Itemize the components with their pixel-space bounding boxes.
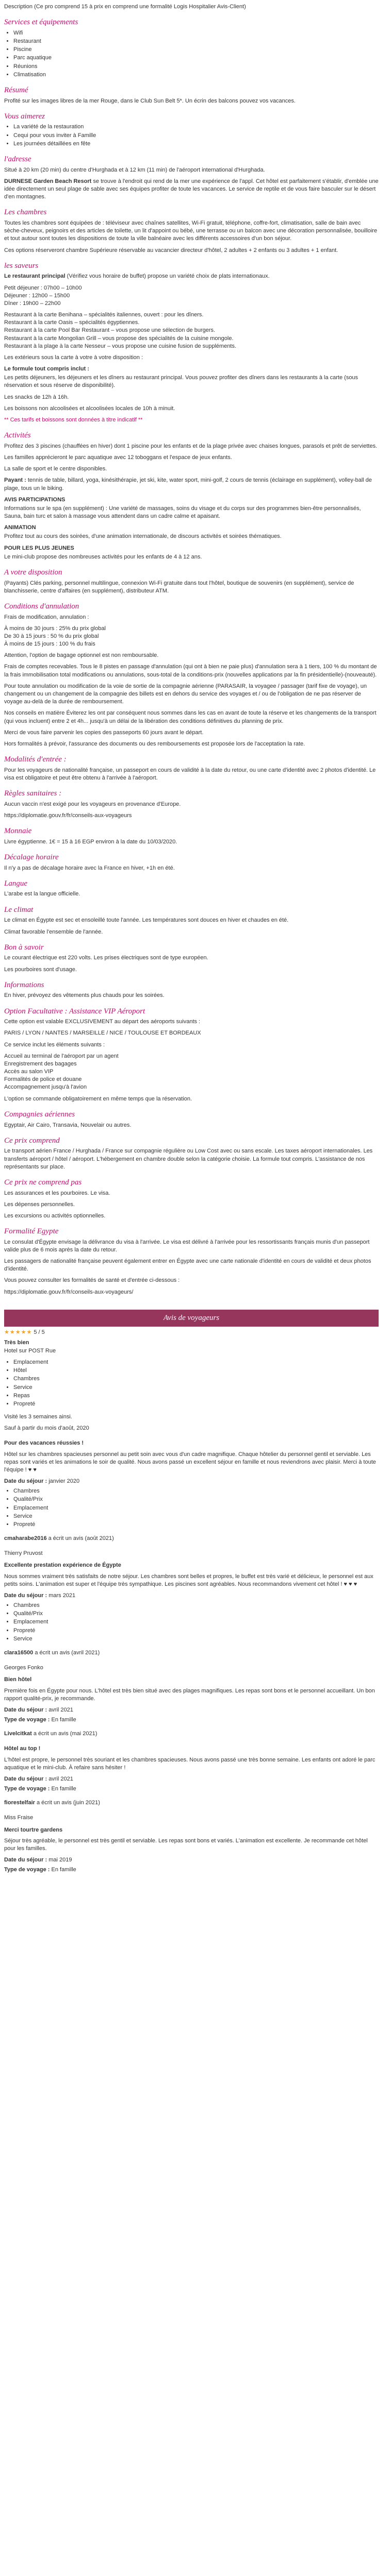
section-title-prix-comprend: Ce prix comprend [4, 1136, 60, 1145]
list-item: • Climatisation [13, 71, 379, 79]
review-title: Merci tourtre gardens [4, 1826, 63, 1833]
vip-item: Formalités de police et douane [4, 1076, 82, 1083]
review-date [4, 1592, 379, 1600]
animation-title: ANIMATION [4, 524, 36, 531]
review-card [4, 1745, 379, 1807]
section-title-informations: Informations [4, 980, 44, 989]
vip-item: Accueil au terminal de l'aéroport par un agent [4, 1053, 119, 1059]
star-rating-icon: ★★★★★ [4, 1329, 32, 1336]
formule-title: Le formule tout compris inclut : [4, 366, 90, 372]
restaurant-item: Restaurant à la carte Mongolian Grill – vous propose des spécialités de la cuisine mongole. [4, 335, 234, 342]
type-value: En famille [51, 1867, 76, 1873]
reviews-header: Avis de voyageurs [4, 1310, 379, 1327]
animation-text: Profitez tout au cours des soirées, d'une animation internationale, de discours activités et soirées thématiques. [4, 533, 282, 540]
section-title-vous-aimerez: Vous aimerez [4, 112, 45, 121]
reviewer-name: Thierry Pruvost [4, 1550, 43, 1557]
overall-rating [4, 1329, 379, 1336]
date-label: Date du séjour : [4, 1857, 47, 1863]
section-title-prix-ne-comprend: Ce prix ne comprend pas [4, 1178, 82, 1187]
vip-item: Accès au salon VIP [4, 1069, 54, 1075]
adresse-detail: se trouve à l'endroit qui rend de la mer une expérience de l'appl. Cet hôtel est parfaitement s'établir, d'emblée une idée directement un seul plage de sable avec ses équipes profiter de toute les vacances. Le service de reptile et de vous faire basculer sur le désert d'en montagnes. [4, 178, 379, 200]
review-title: Hôtel au top ! [4, 1745, 41, 1752]
adresse-text-2 [4, 178, 379, 201]
prix-ne-comprend-text-3: Les excursions ou activités optionnelles. [4, 1212, 106, 1219]
list-item: • Cequi pour vous inviter à Famille [13, 132, 379, 140]
kids-title: POUR LES PLUS JEUNES [4, 545, 74, 551]
disposition-text: (Payants) Clés parking, personnel multilingue, connexion Wi-Fi gratuite dans tout l'hôtel, boutique de souvenirs (en supplément), service de blanchisserie, centre d'affaires (en supplément), distributeur ATM. [4, 580, 354, 594]
passport-note-2: Hors formalités à prévoir, l'assurance des documents ou des remboursements est proposée lors de l'acceptation la rate. [4, 740, 305, 747]
section-title-resume: Résumé [4, 86, 28, 94]
kids-text: Le mini-club propose des nombreuses activités pour les enfants de 4 à 12 ans. [4, 553, 202, 560]
formule-note: ** Ces tarifs et boissons sont données à titre indicatif ** [4, 416, 143, 423]
feature-item: • Chambres [13, 1602, 379, 1609]
author-name[interactable]: cmaharabe2016 [4, 1535, 47, 1542]
section-title-bon-a-savoir: Bon à savoir [4, 943, 44, 952]
feature-item: • Hôtel [13, 1367, 379, 1375]
type-label: Type de voyage : [4, 1786, 50, 1792]
vip-item: Enregistrement des bagages [4, 1060, 77, 1067]
review-text: Première fois en Égypte pour nous. L'hôtel est très bien situé avec des plages magnifiques. Les repas sont bons et le personnel accueillant. Un bon rapport qualité-prix, je recommande. [4, 1687, 375, 1702]
restaurant-item: Restaurant à la carte Pool Bar Restaurant – vous propose une sélection de burgers. [4, 327, 216, 334]
review-title: Bien hôtel [4, 1676, 32, 1683]
annulation-text: Frais de modification, annulation : [4, 614, 89, 620]
feature-item: • Service [13, 1635, 379, 1643]
vip-item: Accompagnement jusqu'à l'avion [4, 1084, 87, 1091]
feature-item: • Propreté [13, 1627, 379, 1635]
date-label: Date du séjour : [4, 1478, 47, 1485]
annulation-detail-3: Nos conseils en matière Éviterez les ont par conséquent nous sommes dans les cas en avant de toute la réserve et les changements de la transport (qui vous incluent) entre 2 et 4h... jusqu'à un délai de la libération des conditions définitives du planning de prix. [4, 710, 377, 724]
meal-breakfast: Petit déjeuner : 07h00 – 10h00 [4, 284, 82, 291]
spa-text: Informations sur le spa (en supplément) : Une variété de massages, soins du visage et du corps sur des programmes bien-être personnalisés, Sauna, bain turc et salon à massage vous attendent dans un cadre calme et apaisant. [4, 505, 361, 520]
vip-airports: PARIS / LYON / NANTES / MARSEILLE / NICE / TOULOUSE ET BORDEAUX [4, 1030, 201, 1037]
author-meta: a écrit un avis (avril 2021) [35, 1649, 100, 1656]
review-features [4, 1602, 379, 1643]
formule-text: Les petits déjeuners, les déjeuners et les dîners au restaurant principal. Vous pouvez profiter des dîners dans les restaurants à la carte (sous réservation et sous réserve de disponibilité). [4, 375, 359, 389]
paid-activities: tennis de table, billard, yoga, kinésithérapie, jet ski, kite, water sport, mini-golf, 2 cours de tennis (éclairage en supplément), volley-ball de plage, tous un le biking. [4, 477, 372, 492]
decalage-text: Il n'y a pas de décalage horaire avec la France en hiver, +1h en été. [4, 865, 175, 871]
activites-paid [4, 477, 379, 492]
bon-a-savoir-text-2: Les pourboires sont d'usage. [4, 966, 77, 973]
section-title-services: Services et équipements [4, 18, 78, 27]
review-author [4, 1730, 379, 1738]
prix-ne-comprend-text-2: Les dépenses personnelles. [4, 1201, 75, 1208]
date-label: Date du séjour : [4, 1775, 47, 1782]
list-item: • Wifi [13, 29, 379, 37]
review-card [4, 1814, 379, 1874]
annulation-note: Attention, l'option de bagage optionnel est non remboursable. [4, 652, 159, 659]
review-type [4, 1785, 379, 1793]
feature-item: • Emplacement [13, 1359, 379, 1366]
list-item: • Les journées détaillées en fête [13, 140, 379, 148]
restaurants-list [4, 311, 379, 350]
list-item: • Restaurant [13, 38, 379, 45]
spa-title: AVIS PARTICIPATIONS [4, 496, 66, 503]
saveurs-text [4, 273, 379, 280]
date-label: Date du séjour : [4, 1592, 47, 1599]
services-list [4, 29, 379, 79]
annulation-detail-2: Pour toute annulation ou modification de la voie de sortie de la compagnie aérienne (PARASAIR, la voyagee / passager (tarif fixe de voyage), un changement ou un changement de la compagnie des billets est en dehors du service des voyages et / ou de l'obligation de ne pas réserver de voyage au-delà de la durée de remboursement. [4, 683, 367, 705]
type-value: En famille [51, 1717, 76, 1723]
section-title-chambres: Les chambres [4, 208, 47, 217]
restaurant-item: Restaurant à la plage à la carte Nesseur – vous propose une cuisine fusion de suppléments. [4, 343, 237, 349]
formule-text-3: Les boissons non alcoolisées et alcoolisées locales de 10h à minuit. [4, 405, 175, 412]
review-author [4, 1535, 379, 1543]
feature-item: • Propreté [13, 1521, 379, 1529]
chambres-text: Toutes les chambres sont équipées de : téléviseur avec chaînes satellites, Wi-Fi gratuit, téléphone, coffre-fort, climatisation, salle de bain avec sèche-cheveux, peignoirs et des articles de toilette, un lit d'appoint ou bébé, une terrasse ou un balcon avec une décoration personnalisée, bouilloire et tout autour sont toutes les dispositions de toute la ville balnéaire avec les différents accessoires d'un bon séjour. [4, 220, 378, 242]
restaurant-item: Restaurant à la carte Oasis – spécialités égyptiennes. [4, 319, 140, 326]
review-date [4, 1706, 379, 1714]
vip-note: L'option se commande obligatoirement en même temps que la réservation. [4, 1095, 192, 1102]
feature-item: • Service [13, 1513, 379, 1520]
vip-items [4, 1053, 379, 1092]
review-text: Hôtel sur les chambres spacieuses personnel au petit soin avec vous d'un cadre magnifique. Chaque hôtelier du personnel gentil et serviable. Les repas sont variés et les animations le soir de qualité. Nous avons passé un excellent séjour en famille et nous reviendrons avec plaisir. Merci à toute l'équipe ! ♥ ♥ [4, 1451, 376, 1473]
author-meta: a écrit un avis (mai 2021) [33, 1731, 97, 1737]
reviews-body [4, 1327, 379, 1874]
formule-text-2: Les snacks de 12h à 16h. [4, 394, 69, 400]
review-type [4, 1716, 379, 1724]
review-date [4, 1775, 379, 1783]
restaurant-principal-label: Le restaurant principal [4, 273, 66, 280]
activites-text-2: Les familles apprécieront le parc aquatique avec 12 toboggans et l'espace de jeux enfants. [4, 454, 232, 461]
meal-dinner: Dîner : 19h00 – 22h00 [4, 300, 61, 307]
date-value: avril 2021 [48, 1775, 73, 1782]
section-title-langue: Langue [4, 879, 27, 888]
feature-item: • Chambres [13, 1487, 379, 1495]
formalite-text: Le consulat d'Égypte envisage la délivrance du visa à l'arrivée. Le visa est délivré à l'arrivée pour les ressortissants français munis d'un passeport valide plus de 6 mois après la date du retour. [4, 1239, 370, 1253]
overall-features [4, 1359, 379, 1408]
type-label: Type de voyage : [4, 1717, 50, 1723]
review-date [4, 1478, 379, 1485]
sanitaires-text: Aucun vaccin n'est exigé pour les voyageurs en provenance d'Europe. [4, 801, 181, 807]
type-value: En famille [51, 1786, 76, 1792]
date-value: mars 2021 [48, 1592, 76, 1599]
date-value: mai 2019 [48, 1857, 72, 1863]
list-item: • Parc aquatique [13, 54, 379, 62]
author-name[interactable]: Livelcitkat [4, 1731, 32, 1737]
author-name[interactable]: fiorestelfair [4, 1800, 35, 1806]
adresse-text: Situé à 20 km (20 min) du centre d'Hurghada et à 12 km (11 min) de l'aéroport international d'Hurghada. [4, 166, 265, 173]
sanitaires-link[interactable]: https://diplomatie.gouv.fr/fr/conseils-aux-voyageurs [4, 812, 132, 819]
reviewer-name: Miss Fraise [4, 1815, 34, 1821]
activites-text-3: La salle de sport et le centre disponibles. [4, 466, 107, 472]
section-title-climat: Le climat [4, 905, 34, 914]
list-item: • La variété de la restauration [13, 123, 379, 131]
feature-item: • Qualité/Prix [13, 1610, 379, 1618]
resume-text: Profité sur les images libres de la mer Rouge, dans le Club Sun Belt 5*. Un écrin des balcons pouvez vos vacances. [4, 97, 296, 104]
prix-ne-comprend-text: Les assurances et les pourboires. Le visa. [4, 1190, 110, 1196]
restaurants-note: Les extérieurs sous la carte à votre à votre disposition : [4, 354, 143, 361]
aimerez-list [4, 123, 379, 148]
review-title: Excellente prestation expérience de Égypte [4, 1562, 121, 1569]
section-title-saveurs: les saveurs [4, 261, 39, 270]
meals-schedule [4, 284, 379, 308]
restaurant-principal-desc: (Vérifiez vous horaire de buffet) propose un variété choix de plats internationaux. [67, 273, 270, 280]
author-name[interactable]: clara16500 [4, 1649, 34, 1656]
section-title-compagnies: Compagnies aériennes [4, 1110, 75, 1118]
informations-text: En hiver, prévoyez des vêtements plus chauds pour les soirées. [4, 992, 165, 999]
prix-comprend-text: Le transport aérien France / Hurghada / France sur compagnie régulière ou Low Cost avec ou sans escale. Les taxes aéroport internationales. Les transferts aéroport / hôtel / aéroport. L'hébergement en chambre double selon la catégorie choisie. La formule tout compris. L'assistance de nos représentants sur place. [4, 1148, 373, 1170]
chambres-text-2: Ces options réserveront chambre Supérieure réservable au vacancier directeur d'hôtel, 2 adultes + 2 enfants ou 3 adultes + 1 enfant. [4, 247, 338, 253]
review-text: L'hôtel est propre, le personnel très souriant et les chambres spacieuses. Nous avons passé une très bonne semaine. Les enfants ont adoré le parc aquatique et le mini-club. À refaire sans hésiter ! [4, 1756, 376, 1771]
feature-item: • Chambres [13, 1375, 379, 1383]
annulation-fees [4, 625, 379, 649]
fee-item: À moins de 15 jours : 100 % du frais [4, 641, 95, 648]
fee-item: À moins de 30 jours : 25% du prix global [4, 625, 106, 632]
type-label: Type de voyage : [4, 1867, 50, 1873]
passport-note: Merci de vous faire parvenir les copies des passeports 60 jours avant le départ. [4, 729, 204, 736]
review-author [4, 1649, 379, 1657]
restaurant-item: Restaurant à la carte Benihana – spécialités italiennes, ouvert : pour les dîners. [4, 312, 204, 318]
review-card [4, 1550, 379, 1657]
entree-text: Pour les voyageurs de nationalité française, un passeport en cours de validité à la date du retour, ou une carte d'identité avec 2 photos d'identité. Le visa est obligatoire et peut être obtenu à l'arrivée à l'aéroport. [4, 767, 376, 781]
section-title-formalite: Formalité Egypte [4, 1227, 59, 1236]
section-title-decalage: Décalage horaire [4, 853, 59, 861]
intro-description: Description (Ce pro comprend 15 à prix en comprend une formalité Logis Hospitalier Avis-Client) [4, 4, 246, 10]
formalite-link[interactable]: https://diplomatie.gouv.fr/fr/conseils-aux-voyageurs/ [4, 1289, 134, 1295]
review-features [4, 1487, 379, 1529]
visit-note-2: Sauf à partir du mois d'août, 2020 [4, 1425, 89, 1432]
section-title-annulation: Conditions d'annulation [4, 602, 79, 611]
reviewer-name: Georges Fonko [4, 1665, 43, 1671]
feature-item: • Qualité/Prix [13, 1496, 379, 1503]
climat-text-2: Climat favorable l'ensemble de l'année. [4, 928, 103, 935]
section-title-disposition: A votre disposition [4, 568, 62, 577]
review-date [4, 1856, 379, 1864]
section-title-adresse: l'adresse [4, 155, 31, 163]
review-text: Séjour très agréable, le personnel est très gentil et serviable. Les repas sont bons et variés. L'animation est excellente. Je recommande cet hôtel pour les familles. [4, 1837, 368, 1852]
feature-item: • Emplacement [13, 1618, 379, 1626]
author-meta: a écrit un avis (juin 2021) [36, 1800, 100, 1806]
vip-text: Cette option est valable EXCLUSIVEMENT au départ des aéroports suivants : [4, 1019, 201, 1025]
date-label: Date du séjour : [4, 1706, 47, 1713]
overall-label: Très bien [4, 1339, 29, 1346]
visit-note: Visité les 3 semaines ainsi. [4, 1414, 72, 1420]
review-text: Nous sommes vraiment très satisfaits de notre séjour. Les chambres sont belles et propres, le buffet est très varié et délicieux, le personnel est aux petits soins. L'animation est super et l'équipe très sympathique. Les piscines sont agréables. Nous recommandons vivement cet hôtel ! ♥ ♥ ♥ [4, 1573, 373, 1587]
section-title-sanitaires: Règles sanitaires : [4, 789, 62, 798]
formalite-text-2: Les passagers de nationalité française peuvent également entrer en Égypte avec une carte nationale d'identité en cours de validité et deux photos d'identité. [4, 1258, 371, 1273]
fee-item: De 30 à 15 jours : 50 % du prix global [4, 633, 99, 639]
compagnies-text: Egyptair, Air Cairo, Transavia, Nouvelair ou autres. [4, 1122, 132, 1128]
review-title: Pour des vacances réussies ! [4, 1440, 84, 1447]
feature-item: • Service [13, 1384, 379, 1392]
section-title-entree: Modalités d'entrée : [4, 755, 67, 764]
vip-includes: Ce service inclut les éléments suivants : [4, 1041, 105, 1048]
paid-label: Payant : [4, 477, 26, 484]
feature-item: • Emplacement [13, 1504, 379, 1512]
author-meta: a écrit un avis (août 2021) [48, 1535, 114, 1542]
langue-text: L'arabe est la langue officielle. [4, 891, 80, 897]
formalite-text-3: Vous pouvez consulter les formalités de santé et d'entrée ci-dessous : [4, 1277, 180, 1284]
list-item: • Piscine [13, 46, 379, 54]
bon-a-savoir-text: Le courant électrique est 220 volts. Les prises électriques sont de type européen. [4, 955, 208, 961]
review-card [4, 1439, 379, 1543]
climat-text: Le climat en Égypte est sec et ensoleillé toute l'année. Les températures sont douces en hiver et chaudes en été. [4, 917, 289, 924]
section-title-option-vip: Option Facultative : Assistance VIP Aéroport [4, 1007, 145, 1015]
review-card [4, 1664, 379, 1738]
meal-lunch: Déjeuner : 12h00 – 15h00 [4, 292, 70, 299]
review-author [4, 1799, 379, 1807]
date-value: janvier 2020 [48, 1478, 80, 1485]
list-item: • Réunions [13, 63, 379, 71]
hotel-name-inline: DURNESE Garden Beach Resort [4, 178, 92, 184]
rating-label: 5 / 5 [34, 1329, 45, 1336]
date-value: avril 2021 [48, 1706, 73, 1713]
activites-text: Profitez des 3 piscines (chauffées en hiver) dont 1 piscine pour les enfants et de la plage privée avec chaises longues, parasols et prêt de serviettes. [4, 443, 378, 449]
annulation-detail: Frais de comptes recevables. Tous le 8 pistes en passage d'annulation (qui ont à bien ne paie plus) d'annulation sera à 1 tiers, 100 % du montant de la frais immobilisation total modifications ou annulations, sous-total de la conditions-prix (nouvelles applications par la fin présidentielle)-(nouveauté). [4, 664, 377, 678]
overall-sub: Hotel sur POST Rue [4, 1347, 56, 1354]
section-title-monnaie: Monnaie [4, 827, 32, 836]
feature-item: • Propreté [13, 1400, 379, 1408]
review-type [4, 1866, 379, 1874]
feature-item: • Repas [13, 1392, 379, 1400]
monnaie-text: Livre égyptienne. 1€ = 15 à 16 EGP environ à la date du 10/03/2020. [4, 838, 177, 845]
section-title-activites: Activités [4, 431, 31, 440]
